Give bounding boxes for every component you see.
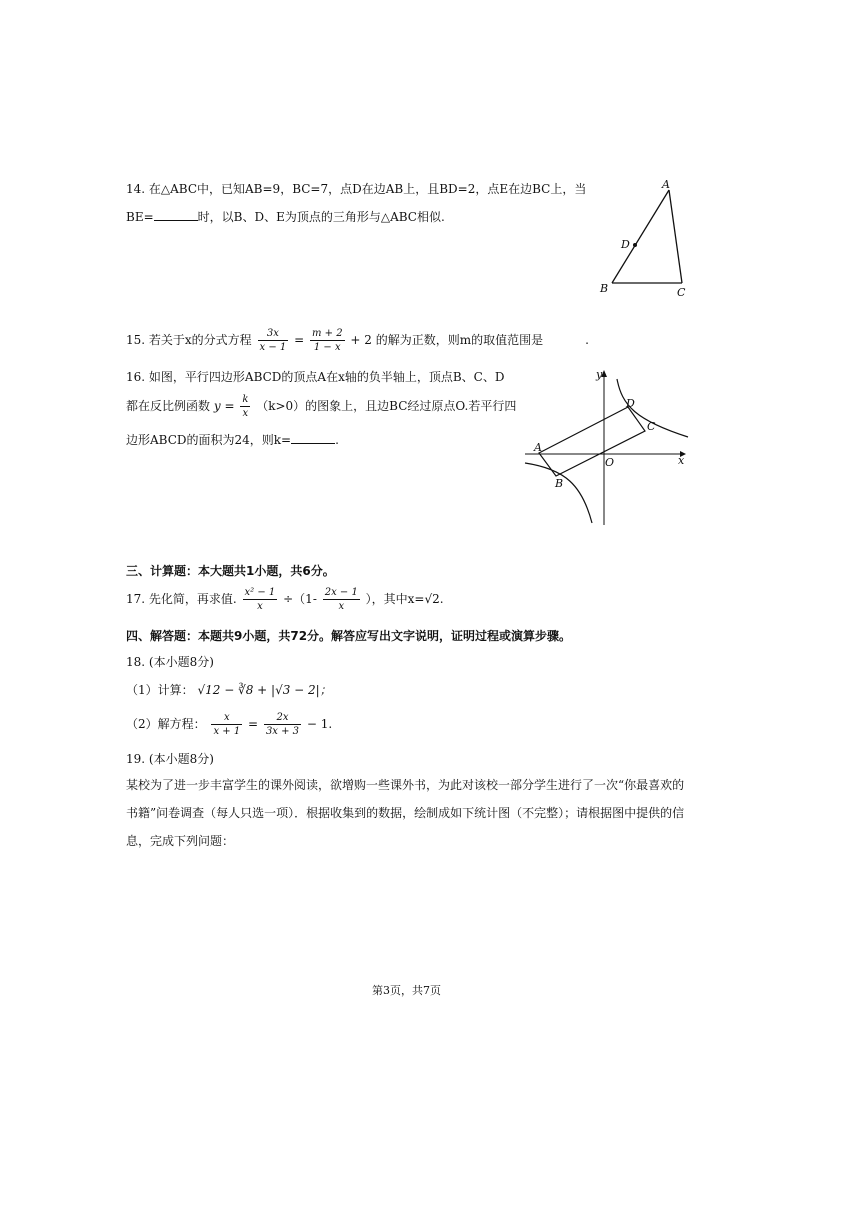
q16-fraction-kx: $\frac{k}{x}$	[242, 394, 249, 419]
q16-line2	[126, 393, 516, 420]
q18-part2	[126, 711, 332, 738]
q19-body: 某校为了进一步丰富学生的课外阅读，欲增购一些课外书，为此对该校一部分学生进行了一次“你最喜欢的书籍”问卷调查（每人只选一项）．根据收集到的数据，绘制成如下统计图（不完整）；请根据图中提供的信息，完成下列问题：	[126, 778, 685, 848]
q17-prefix: 17. 先化简，再求值.	[126, 592, 237, 606]
q17-sqrt-value: √2	[424, 592, 440, 606]
q15-equals: =	[294, 333, 305, 347]
q15-line	[126, 327, 589, 354]
q17-fraction-2: $\frac{2x - 1}{x}$	[324, 587, 358, 612]
q18-part2-label: （2）解方程：	[126, 717, 206, 731]
q16-parallelogram	[539, 407, 645, 476]
q17-close: ），其中x=	[365, 592, 425, 606]
q16-label-o: O	[605, 456, 615, 469]
q18-fraction-1: $\frac{x}{x + 1}$	[213, 712, 241, 737]
q18-part1-expression: √12 − ∛8 + |√3 − 2|；	[197, 683, 332, 697]
q14-label-b: B	[600, 282, 609, 295]
q15-plus: + 2	[350, 333, 372, 347]
q14-point-d	[633, 243, 637, 247]
q18-heading: 18. (本小题8分)	[126, 655, 214, 669]
q16-label-a: A	[534, 441, 542, 454]
section-4-heading: 四、解答题：本题共9小题，共72分。解答应写出文字说明，证明过程或演算步骤。	[126, 629, 572, 643]
q14-line2	[126, 208, 445, 225]
q16-line2-end: （k>0）的图象上，且边BC经过原点O.若平行四	[256, 399, 517, 413]
q16-graph-figure	[520, 365, 695, 530]
q15-suffix: 的解为正数，则m的取值范围是	[375, 333, 544, 347]
q15-end: .	[585, 333, 589, 347]
q17-fraction-1: $\frac{\text{x² − 1}}{x}$	[244, 587, 276, 612]
q18-equals: =	[248, 717, 259, 731]
q17-divide: ÷（1-	[283, 592, 317, 606]
q16-line3-start: 边形ABCD的面积为24，则k=	[126, 433, 292, 447]
q16-line3	[126, 431, 339, 448]
q16-answer-blank	[291, 443, 335, 444]
q16-hyperbola-branch-2	[525, 463, 592, 523]
q17-end: .	[439, 592, 444, 606]
q14-line1: 14. 在△ABC中，已知AB=9，BC=7，点D在边AB上，且BD=2，点E在边BC上，当	[126, 182, 587, 196]
section-3-heading: 三、计算题：本大题共1小题，共6分。	[126, 564, 335, 578]
q18-part1-label: （1）计算：	[126, 683, 194, 697]
q16-label-x: x	[678, 454, 685, 467]
q18-fraction-2: $\frac{2x}{3x + 3}$	[265, 712, 300, 737]
q16-label-b: B	[555, 477, 564, 490]
q15-prefix: 15. 若关于x的分式方程	[126, 333, 252, 347]
q14-answer-blank	[154, 220, 198, 221]
q18-tail: − 1.	[306, 717, 333, 731]
q14-label-d: D	[621, 238, 630, 251]
q14-label-c: C	[677, 286, 686, 299]
q15-fraction-1: $\frac{3x}{x - 1}$	[259, 328, 287, 353]
q14-side-ab	[612, 190, 669, 283]
q14-line2-end: 时，以B、D、E为顶点的三角形与△ABC相似.	[197, 210, 445, 224]
q16-label-c: C	[647, 420, 656, 433]
q16-label-y: y	[596, 368, 603, 381]
q15-fraction-2: $\frac{m + 2}{1 - x}$	[311, 328, 343, 353]
q14-label-a: A	[662, 178, 670, 191]
q16-y-equals: y =	[213, 399, 235, 413]
q16-label-d: D	[626, 397, 635, 410]
q18-part1	[126, 681, 332, 698]
page-footer: 第3页，共7页	[372, 984, 441, 997]
q19-heading: 19. (本小题8分)	[126, 752, 214, 766]
q17-line	[126, 586, 444, 613]
q16-line2-start: 都在反比例函数	[126, 399, 211, 413]
q16-line1: 16. 如图，平行四边形ABCD的顶点A在x轴的负半轴上，顶点B、C、D	[126, 370, 505, 384]
q14-triangle-figure	[590, 176, 700, 300]
q14-side-ac	[669, 190, 682, 283]
q16-line3-end: .	[335, 433, 339, 447]
q14-line2-start: BE=	[126, 210, 154, 224]
